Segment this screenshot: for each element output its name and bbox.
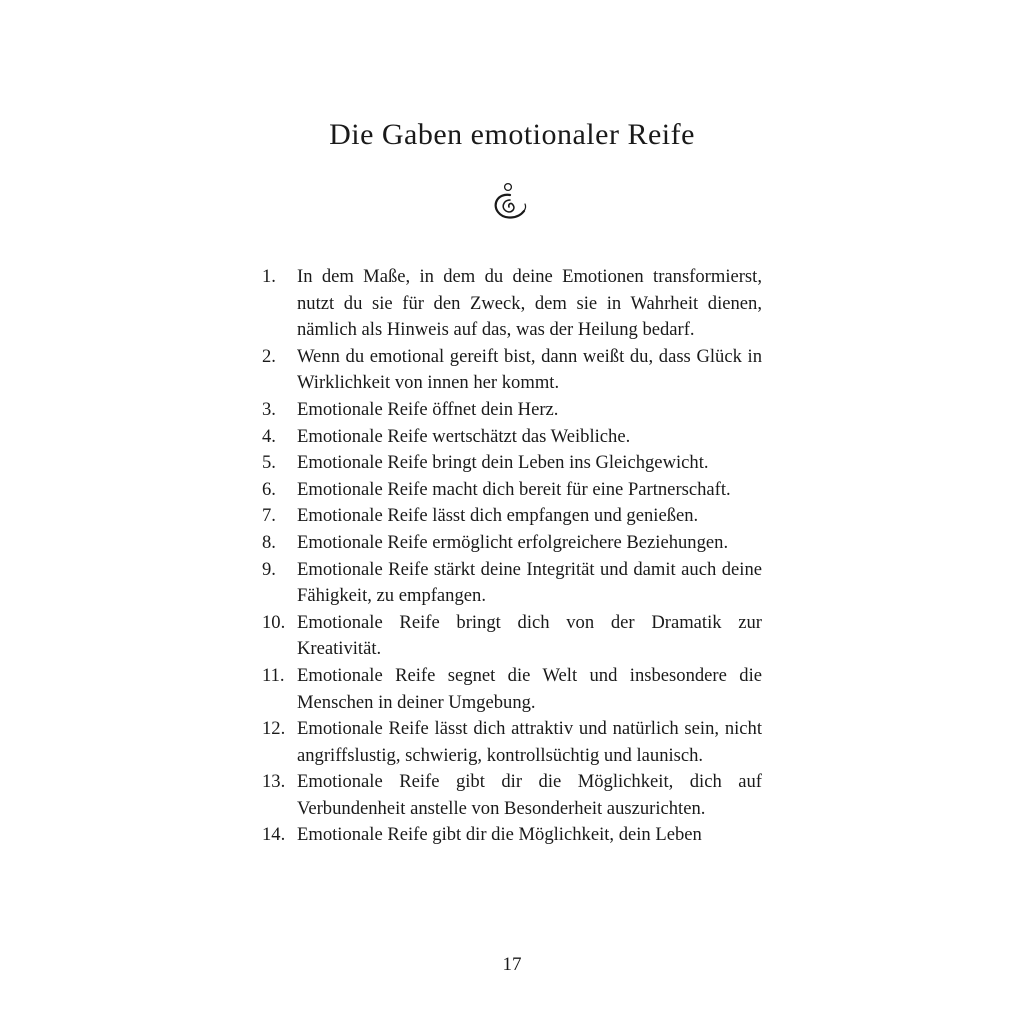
list-item [262, 530, 762, 557]
list-item-text: Emotionale Reife lässt dich empfangen und genießen. [297, 505, 699, 527]
list-item [262, 503, 762, 530]
list-item-number: 2. [262, 345, 276, 367]
list-item-text: Emotionale Reife gibt dir die Möglichkeit, dich auf Verbundenheit anstelle von Besonderheit auszurichten. [297, 771, 762, 819]
list-item-text: Emotionale Reife wertschätzt das Weibliche. [297, 425, 631, 447]
list-item-text: Emotionale Reife bringt dich von der Dramatik zur Kreativität. [297, 611, 762, 660]
list-item [262, 424, 762, 451]
list-item [262, 716, 762, 769]
list-item-number: 14. [262, 824, 286, 846]
list-item-number: 6. [262, 478, 276, 500]
list-item-number: 5. [262, 452, 276, 474]
gifts-list [262, 264, 762, 849]
spiral-ornament-icon [486, 180, 530, 224]
list-item-number: 11. [262, 664, 285, 686]
list-item [262, 450, 762, 477]
list-item-number: 8. [262, 531, 276, 553]
list-item-number: 1. [262, 266, 276, 287]
list-item [262, 769, 762, 822]
list-item [262, 822, 762, 849]
list-item-text: Emotionale Reife macht dich bereit für eine Partnerschaft. [297, 478, 731, 500]
list-item-number: 4. [262, 425, 276, 447]
list-item [262, 397, 762, 424]
list-item-text: Emotionale Reife segnet die Welt und insbesondere die Menschen in deiner Umgebung. [297, 664, 762, 713]
list-item-text: Emotionale Reife bringt dein Leben ins Gleichgewicht. [297, 452, 709, 474]
list-item [262, 344, 762, 397]
list-item-text: In dem Maße, in dem du deine Emotionen transformierst, nutzt du sie für den Zweck, dem sie in Wahrheit dienen, nämlich als Hinweis auf das, was der Heilung bedarf. [297, 266, 762, 341]
list-item [262, 663, 762, 716]
list-item-text: Emotionale Reife gibt dir die Möglichkeit, dein Leben [297, 824, 702, 846]
page-number: 17 [502, 954, 522, 975]
list-item-text: Emotionale Reife stärkt deine Integrität und damit auch deine Fähigkeit, zu empfangen. [297, 558, 762, 607]
list-item [262, 477, 762, 504]
list-item-number: 12. [262, 718, 286, 740]
list-item-text: Emotionale Reife ermöglicht erfolgreichere Beziehungen. [297, 531, 729, 553]
list-item [262, 264, 762, 344]
list-item [262, 557, 762, 610]
list-item-number: 10. [262, 611, 286, 633]
list-item-number: 7. [262, 505, 276, 527]
list-item-text: Emotionale Reife öffnet dein Herz. [297, 398, 559, 420]
list-item [262, 610, 762, 663]
list-item-number: 9. [262, 558, 276, 580]
page-title: Die Gaben emotionaler Reife [329, 118, 695, 151]
list-item-text: Wenn du emotional gereift bist, dann weißt du, dass Glück in Wirklichkeit von innen her kommt. [297, 345, 762, 394]
list-item-number: 13. [262, 771, 286, 793]
list-item-number: 3. [262, 398, 276, 420]
list-item-text: Emotionale Reife lässt dich attraktiv und natürlich sein, nicht angriffslustig, schwierig, kontrollsüchtig und launisch. [297, 718, 762, 766]
